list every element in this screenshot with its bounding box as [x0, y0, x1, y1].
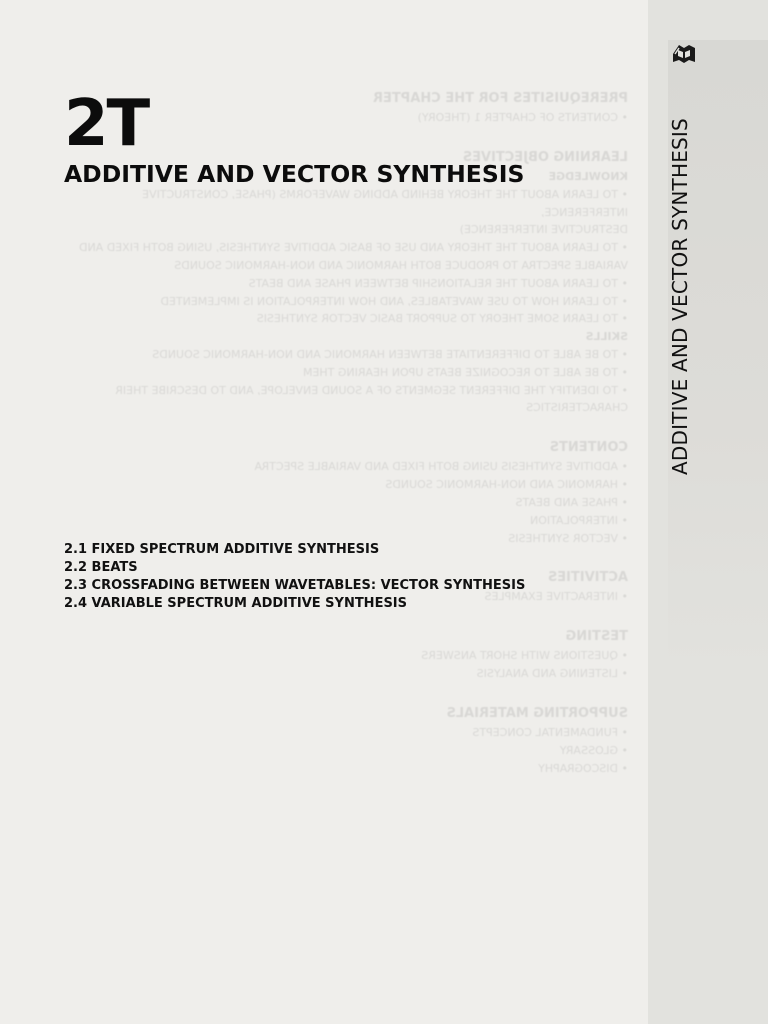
ghost-line: • TO BE ABLE TO DIFFERENTIATE BETWEEN HARMONIC AND NON-HARMONIC SOUNDS — [152, 348, 628, 362]
contents-item: 2.4 VARIABLE SPECTRUM ADDITIVE SYNTHESIS — [64, 596, 408, 611]
ghost-heading: CONTENTS — [549, 440, 628, 456]
ghost-subheading: KNOWLEDGE — [548, 169, 628, 183]
ghost-line: • TO BE ABLE TO RECOGNIZE BEATS UPON HEARING THEM — [302, 365, 628, 379]
ghost-line: • TO LEARN HOW TO USE WAVETABLES, AND HOW INTERPOLATION IS IMPLEMENTED — [160, 294, 628, 308]
ghost-line: • DISCOGRAPHY — [538, 761, 628, 775]
ghost-line: CHARACTERISTICS — [526, 401, 628, 415]
show-through-text — [60, 88, 628, 777]
ghost-heading: LEARNING OBJECTIVES — [462, 149, 628, 165]
ghost-line: • VECTOR SYNTHESIS — [508, 531, 628, 545]
ghost-line: • TO LEARN ABOUT THE THEORY BEHIND ADDING WAVEFORMS (PHASE, CONSTRUCTIVE INTERFERENCE, — [142, 187, 628, 219]
side-tab-title: ADDITIVE AND VECTOR SYNTHESIS — [668, 118, 692, 475]
ghost-heading: TESTING — [565, 629, 628, 645]
ghost-line: • CONTENTS OF CHAPTER 1 (THEORY) — [417, 111, 628, 125]
ghost-line: • FUNDAMENTAL CONCEPTS — [472, 725, 628, 739]
ghost-subheading: SKILLS — [585, 330, 628, 344]
contents-item: 2.1 FIXED SPECTRUM ADDITIVE SYNTHESIS — [64, 542, 380, 557]
ghost-line: DESTRUCTIVE INTERFERENCE) — [459, 223, 628, 237]
ghost-line: • GLOSSARY — [559, 743, 628, 757]
book-logo-icon — [671, 42, 697, 66]
ghost-heading: PREREQUISITES FOR THE CHAPTER — [373, 91, 628, 106]
ghost-heading: ACTIVITIES — [547, 570, 628, 586]
chapter-number: 2T — [64, 87, 149, 161]
contents-item: 2.2 BEATS — [64, 560, 138, 575]
ghost-line: • TO LEARN ABOUT THE RELATIONSHIP BETWEEN PHASE AND BEATS — [248, 276, 628, 290]
ghost-line: • INTERPOLATION — [530, 513, 628, 527]
ghost-line: • ADDITIVE SYNTHESIS USING BOTH FIXED AND VARIABLE SPECTRA — [254, 460, 628, 474]
ghost-line: • LISTENING AND ANALYSIS — [476, 667, 628, 681]
ghost-line: • HARMONIC AND NON-HARMONIC SOUNDS — [385, 478, 628, 492]
ghost-line: • TO IDENTIFY THE DIFFERENT SEGMENTS OF A SOUND ENVELOPE, AND TO DESCRIBE THEIR — [115, 383, 628, 397]
contents-item: 2.3 CROSSFADING BETWEEN WAVETABLES: VECTOR SYNTHESIS — [64, 578, 526, 593]
ghost-line: • PHASE AND BEATS — [515, 495, 628, 509]
ghost-line: • TO LEARN ABOUT THE THEORY AND USE OF BASIC ADDITIVE SYNTHESIS, USING BOTH FIXED AND — [79, 241, 628, 255]
ghost-line: VARIABLE SPECTRA TO PRODUCE BOTH HARMONIC AND NON-HARMONIC SOUNDS — [174, 258, 628, 272]
ghost-line: • INTERACTIVE EXAMPLES — [484, 590, 628, 604]
ghost-line: • TO LEARN SOME THEORY TO SUPPORT BASIC VECTOR SYNTHESIS — [256, 312, 628, 326]
chapter-title: ADDITIVE AND VECTOR SYNTHESIS — [64, 160, 525, 188]
ghost-line: • QUESTIONS WITH SHORT ANSWERS — [421, 649, 628, 663]
chapter-contents-list — [64, 541, 525, 613]
ghost-heading: SUPPORTING MATERIALS — [446, 705, 628, 721]
